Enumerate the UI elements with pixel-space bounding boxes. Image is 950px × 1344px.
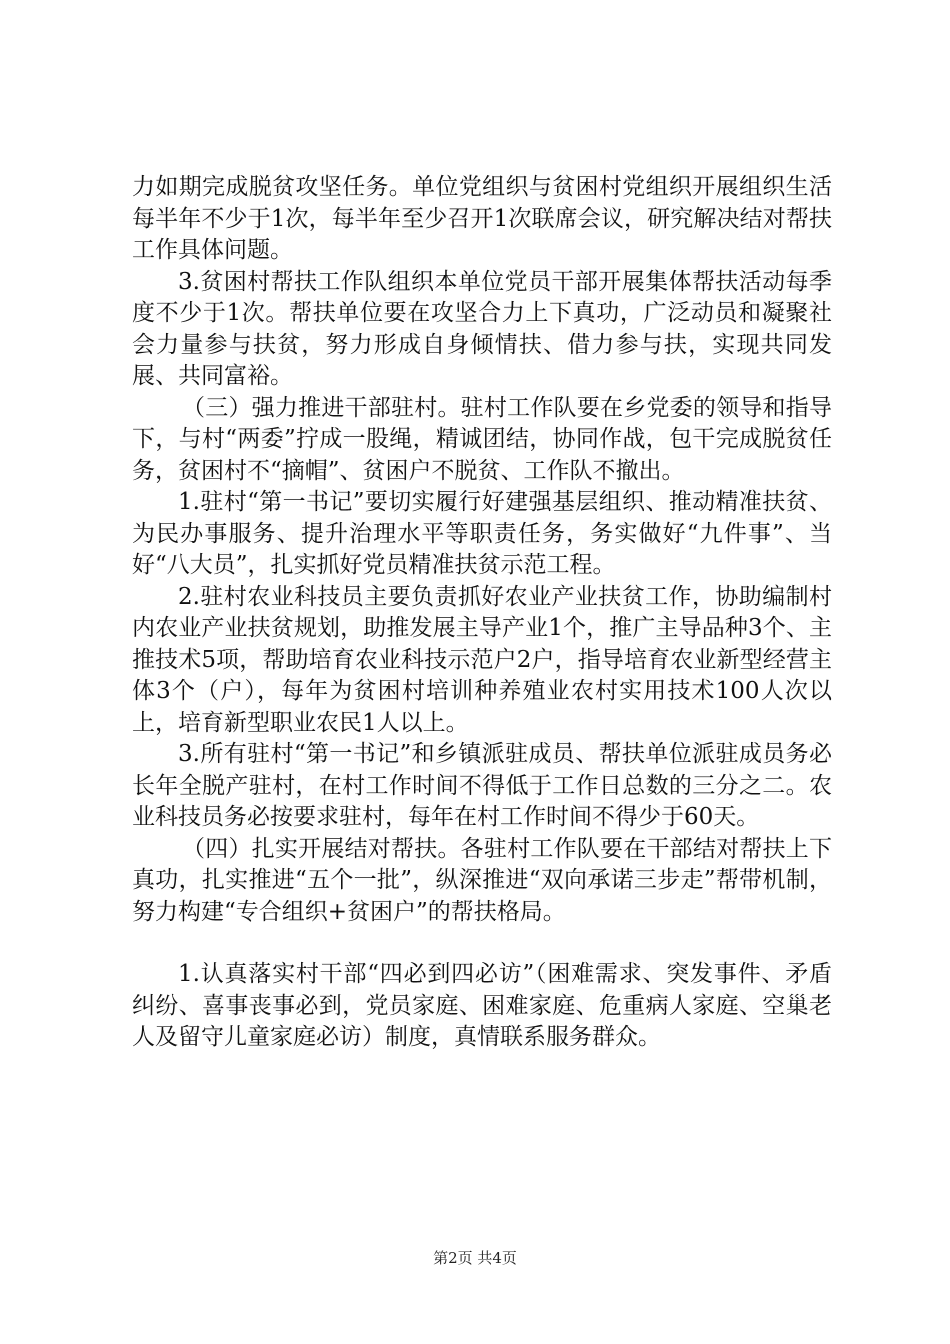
document-body — [132, 172, 832, 1054]
paragraph-section-3-heading: （三）强力推进干部驻村。驻村工作队要在乡党委的领导和指导下，与村“两委”拧成一股绳，精诚团结，协同作战，包干完成脱贫任务，贫困村不“摘帽”、贫困户不脱贫、工作队不撤出。 — [132, 394, 832, 484]
paragraph-item-3-team: 3.贫困村帮扶工作队组织本单位党员干部开展集体帮扶活动每季度不少于1次。帮扶单位要在攻坚合力上下真功，广泛动员和凝聚社会力量参与扶贫，努力形成自身倾情扶、借力参与扶，实现共同发展、共同富裕。 — [132, 268, 832, 389]
paragraph-section-4-heading: （四）扎实开展结对帮扶。各驻村工作队要在干部结对帮扶上下真功，扎实推进“五个一批”，纵深推进“双向承诺三步走”帮带机制，努力构建“专合组织+贫困户”的帮扶格局。 — [132, 835, 832, 925]
paragraph-item-3-stationed: 3.所有驻村“第一书记”和乡镇派驻成员、帮扶单位派驻成员务必长年全脱产驻村，在村工作时间不得低于工作日总数的三分之二。农业科技员务必按要求驻村，每年在村工作时间不得少于60天。 — [132, 741, 832, 830]
paragraph-continuation: 力如期完成脱贫攻坚任务。单位党组织与贫困村党组织开展组织生活每半年不少于1次，每半年至少召开1次联席会议，研究解决结对帮扶工作具体问题。 — [132, 174, 832, 263]
page-footer: 第2页 共4页 — [433, 1249, 517, 1267]
paragraph-item-2-agri-tech: 2.驻村农业科技员主要负责抓好农业产业扶贫工作，协助编制村内农业产业扶贫规划，助推发展主导产业1个，推广主导品种3个、主推技术5项，帮助培育农业科技示范户2户，指导培育农业新型经营主体3个（户），每年为贫困村培训种养殖业农村实用技术100人次以上，培育新型职业农民1人以上。 — [132, 583, 832, 736]
paragraph-item-1-first-secretary: 1.驻村“第一书记”要切实履行好建强基层组织、推动精准扶贫、为民办事服务、提升治理水平等职责任务，务实做好“九件事”、当好“八大员”，扎实抓好党员精准扶贫示范工程。 — [132, 489, 832, 578]
paragraph-item-1-visits: 1.认真落实村干部“四必到四必访”（困难需求、突发事件、矛盾纠纷、喜事丧事必到，党员家庭、困难家庭、危重病人家庭、空巢老人及留守儿童家庭必访）制度，真情联系服务群众。 — [132, 961, 832, 1050]
